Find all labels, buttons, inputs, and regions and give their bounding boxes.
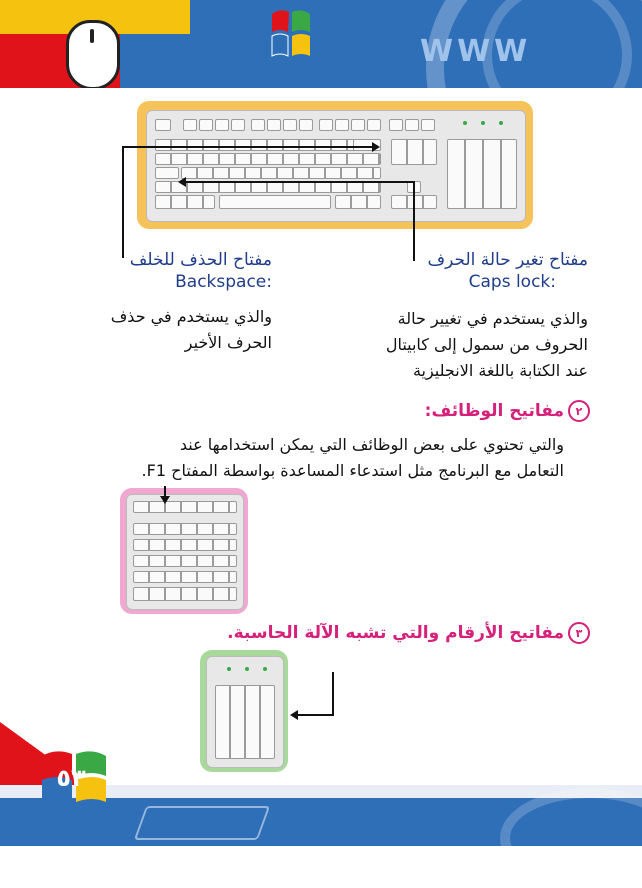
key-fn-row [133,501,237,513]
key-scroll [405,119,419,131]
key-f11 [351,119,365,131]
section3-heading [220,622,590,644]
key-f8 [299,119,313,131]
capslock-arrow-head [178,177,186,187]
key-capslock [155,167,179,179]
backspace-arrow-head [372,142,380,152]
key-ctrl-row [155,195,215,209]
backspace-desc-2: الحرف الأخير [184,333,272,352]
key-f12 [367,119,381,131]
backspace-desc-1: والذي يستخدم في حذف [110,307,272,326]
key-f9 [319,119,333,131]
numpad-arrow-line-h [298,714,334,716]
backspace-en: Backspace: [175,272,272,292]
capslock-desc-2: الحروف من سمول إلى كابيتال [385,335,588,354]
indicator-lights [463,121,509,127]
backspace-title: مفتاح الحذف للخلف [129,250,272,270]
section3-badge: ٣ [568,622,590,644]
capslock-en: Caps lock: [468,272,556,292]
key-f10 [335,119,349,131]
key-row3 [181,167,381,179]
key-small-row3 [133,555,237,567]
section3-heading-text: مفاتيح الأرقام والتي تشبه الآلة الحاسبة. [227,623,564,643]
capslock-arrow-line-h [186,181,414,183]
main-keyboard [146,110,526,222]
key-small-row2 [133,539,237,551]
www-text: WWW [420,34,532,69]
key-f1 [183,119,197,131]
key-nav-block [391,139,437,165]
function-keys-keyboard [126,494,244,610]
capslock-desc-3: عند الكتابة باللغة الانجليزية [412,361,588,380]
key-f3 [215,119,229,131]
key-small-row5 [133,587,237,601]
top-banner [0,0,642,88]
f1-arrow-head [160,496,170,504]
capslock-arrow-line-v [413,181,415,261]
key-ctrl-row-right [335,195,381,209]
key-numpad [447,139,517,209]
key-pause [421,119,435,131]
section2-line1: والتي تحتوي على بعض الوظائف التي يمكن استخدامها عند [179,435,564,454]
section2-heading-text: مفاتيح الوظائف: [424,401,564,421]
key-f6 [267,119,281,131]
key-row2 [155,153,381,165]
capslock-title: مفتاح تغير حالة الحرف [427,250,588,270]
key-f2 [199,119,213,131]
key-print [389,119,403,131]
key-space [219,195,331,209]
page-number: ٥٣ [56,764,86,792]
capslock-desc-1: والذي يستخدم في تغيير حالة [397,309,588,328]
key-small-row4 [133,571,237,583]
backspace-arrow-line-v [122,146,124,258]
numpad-keys [215,685,275,759]
numpad-arrow-head [290,710,298,720]
key-f7 [283,119,297,131]
section2-heading [300,400,590,422]
numpad-indicators [227,667,273,673]
key-row1 [155,139,381,151]
key-esc [155,119,171,131]
numpad-arrow-line-v [332,672,334,716]
backspace-arrow-line-h [122,146,374,148]
key-f5 [251,119,265,131]
key-small-row1 [133,523,237,535]
key-f4 [231,119,245,131]
section2-line2: التعامل مع البرنامج مثل استدعاء المساعدة بواسطة المفتاح F1. [141,461,564,480]
windows-logo-icon [268,4,314,64]
numpad-keyboard [206,656,284,768]
mouse-icon [66,20,120,88]
section2-badge: ٢ [568,400,590,422]
